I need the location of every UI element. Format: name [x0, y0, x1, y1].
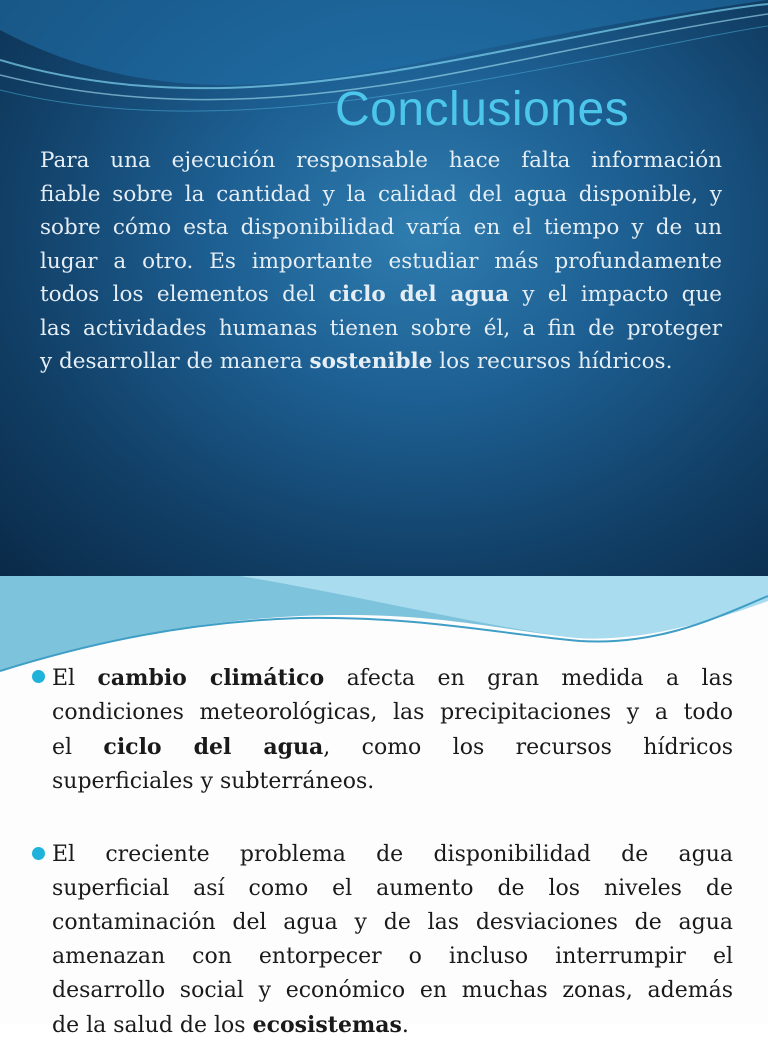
text-line — [52, 730, 733, 765]
text-segment: lugar a otro. Es importante estudiar más profundamente — [40, 248, 722, 274]
text-segment: contaminación del agua y de las desviaciones de agua — [52, 910, 733, 935]
bullet-item — [52, 661, 733, 799]
text-segment: de la salud de los — [52, 1013, 253, 1038]
text-line — [40, 312, 722, 346]
slide-title: Conclusiones — [335, 83, 630, 136]
text-line — [40, 144, 722, 178]
text-line — [40, 245, 722, 279]
text-segment: el — [52, 735, 104, 760]
text-segment: condiciones meteorológicas, las precipitaciones y a todo — [52, 700, 733, 725]
emphasis-text: cambio climático — [97, 665, 325, 691]
text-segment: desarrollo social y económico en muchas zonas, además — [52, 978, 733, 1003]
text-segment: y desarrollar de manera — [40, 349, 310, 374]
text-segment: todos los elementos del — [40, 282, 329, 307]
text-segment: y el impacto que — [509, 282, 723, 307]
emphasis-text: ciclo del agua — [328, 282, 510, 307]
text-line — [52, 974, 733, 1008]
text-segment: afecta en gran medida a las — [324, 666, 734, 691]
text-segment: . — [401, 1013, 409, 1038]
emphasis-text: ciclo del agua — [103, 734, 324, 760]
text-line — [52, 838, 733, 872]
conclusion-paragraph — [40, 144, 722, 379]
text-line — [40, 278, 722, 312]
text-segment: los recursos hídricos. — [432, 349, 673, 374]
text-line — [52, 661, 733, 696]
bullet-item — [52, 838, 733, 1043]
text-line — [52, 906, 733, 940]
text-segment: las actividades humanas tienen sobre él, a fin de proteger — [40, 315, 722, 341]
bullet-icon — [32, 847, 45, 860]
text-line — [40, 211, 722, 245]
text-line — [52, 872, 733, 906]
text-line — [52, 765, 733, 799]
text-segment: superficiales y subterráneos. — [52, 769, 375, 794]
emphasis-text: sostenible — [309, 349, 433, 374]
bullet-icon — [32, 670, 45, 683]
text-line — [40, 178, 722, 212]
text-line — [52, 940, 733, 974]
bullets-slide — [0, 576, 768, 1038]
text-segment: , como los recursos hídricos — [323, 735, 734, 760]
text-segment: Para una ejecución responsable hace falta información — [40, 148, 722, 173]
emphasis-text: ecosistemas — [252, 1012, 402, 1038]
text-segment: sobre cómo esta disponibilidad varía en el tiempo y de un — [40, 215, 722, 240]
text-segment: El — [52, 666, 98, 691]
text-segment: fiable sobre la cantidad y la calidad del agua disponible, y — [40, 181, 722, 207]
text-line — [52, 1008, 733, 1043]
text-segment: amenazan con entorpecer o incluso interrumpir el — [52, 944, 733, 969]
text-segment: superficial así como el aumento de los niveles de — [52, 876, 733, 901]
text-line — [40, 345, 722, 379]
text-segment: El creciente problema de disponibilidad de agua — [52, 842, 733, 867]
text-line — [52, 696, 733, 730]
